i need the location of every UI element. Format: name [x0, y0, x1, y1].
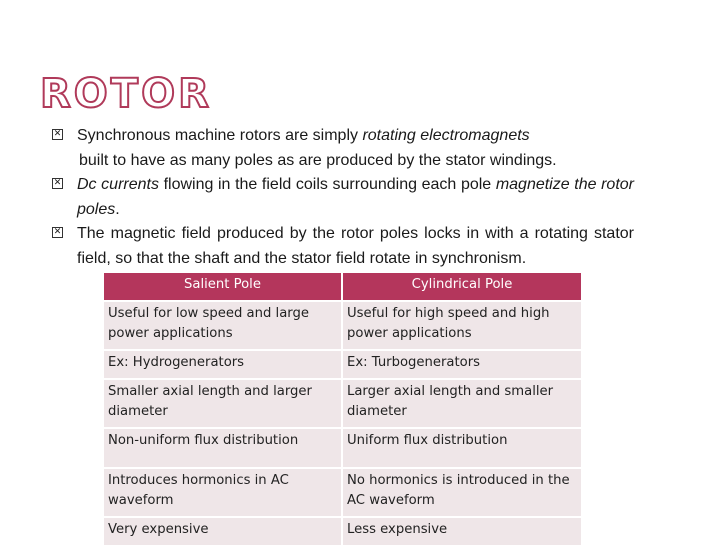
table-cell: Ex: Hydrogenerators	[104, 350, 342, 379]
bullet-item	[52, 124, 634, 173]
table-row	[104, 428, 581, 468]
bullet-text-part: flowing in the field coils surrounding each pole	[158, 176, 496, 193]
bullet-item	[52, 222, 634, 271]
slide-title: ROTOR	[40, 71, 212, 117]
table-cell: Less expensive	[342, 517, 581, 545]
table-row	[104, 517, 581, 545]
bullet-text-part: The magnetic field produced by the rotor poles locks in with a rotating stator field, so that the shaft and the stator field rotate in synchronism.	[77, 225, 634, 267]
bullet-text-part: built to have as many poles as are produced by the stator windings.	[79, 151, 557, 169]
table-cell: Uniform flux distribution	[342, 428, 581, 468]
table-cell: Introduces hormonics in AC waveform	[104, 468, 342, 517]
table-cell: Larger axial length and smaller diameter	[342, 379, 581, 428]
table-row	[104, 379, 581, 428]
table-cell: Useful for high speed and high power applications	[342, 301, 581, 350]
bullet-text-continuation	[52, 149, 634, 174]
column-header-salient-pole: Salient Pole	[104, 273, 342, 301]
bullet-emphasis: rotating electromagnets	[362, 127, 530, 144]
checkbox-bullet-icon: ✕	[53, 129, 62, 139]
bullet-emphasis: magnetize the rotor poles	[77, 176, 635, 218]
comparison-table	[104, 273, 581, 545]
bullet-text	[52, 173, 634, 222]
bullet-text-part: .	[115, 200, 120, 218]
bullet-emphasis: Dc currents	[77, 176, 159, 193]
checkbox-bullet-icon: ✕	[53, 227, 62, 237]
bullet-item	[52, 173, 634, 222]
bullet-text	[52, 124, 634, 149]
table-header-row	[104, 273, 581, 301]
bullet-text	[52, 222, 634, 271]
table-row	[104, 301, 581, 350]
table-cell: Very expensive	[104, 517, 342, 545]
checkbox-bullet-icon: ✕	[53, 178, 62, 188]
table-cell: Non-uniform flux distribution	[104, 428, 342, 468]
table-row	[104, 468, 581, 517]
bullet-list	[52, 124, 634, 271]
table-cell: Smaller axial length and larger diameter	[104, 379, 342, 428]
column-header-cylindrical-pole: Cylindrical Pole	[342, 273, 581, 301]
table-cell: No hormonics is introduced in the AC waveform	[342, 468, 581, 517]
table-cell: Ex: Turbogenerators	[342, 350, 581, 379]
bullet-text-part: Synchronous machine rotors are simply	[77, 127, 363, 144]
table-cell: Useful for low speed and large power applications	[104, 301, 342, 350]
table-row	[104, 350, 581, 379]
